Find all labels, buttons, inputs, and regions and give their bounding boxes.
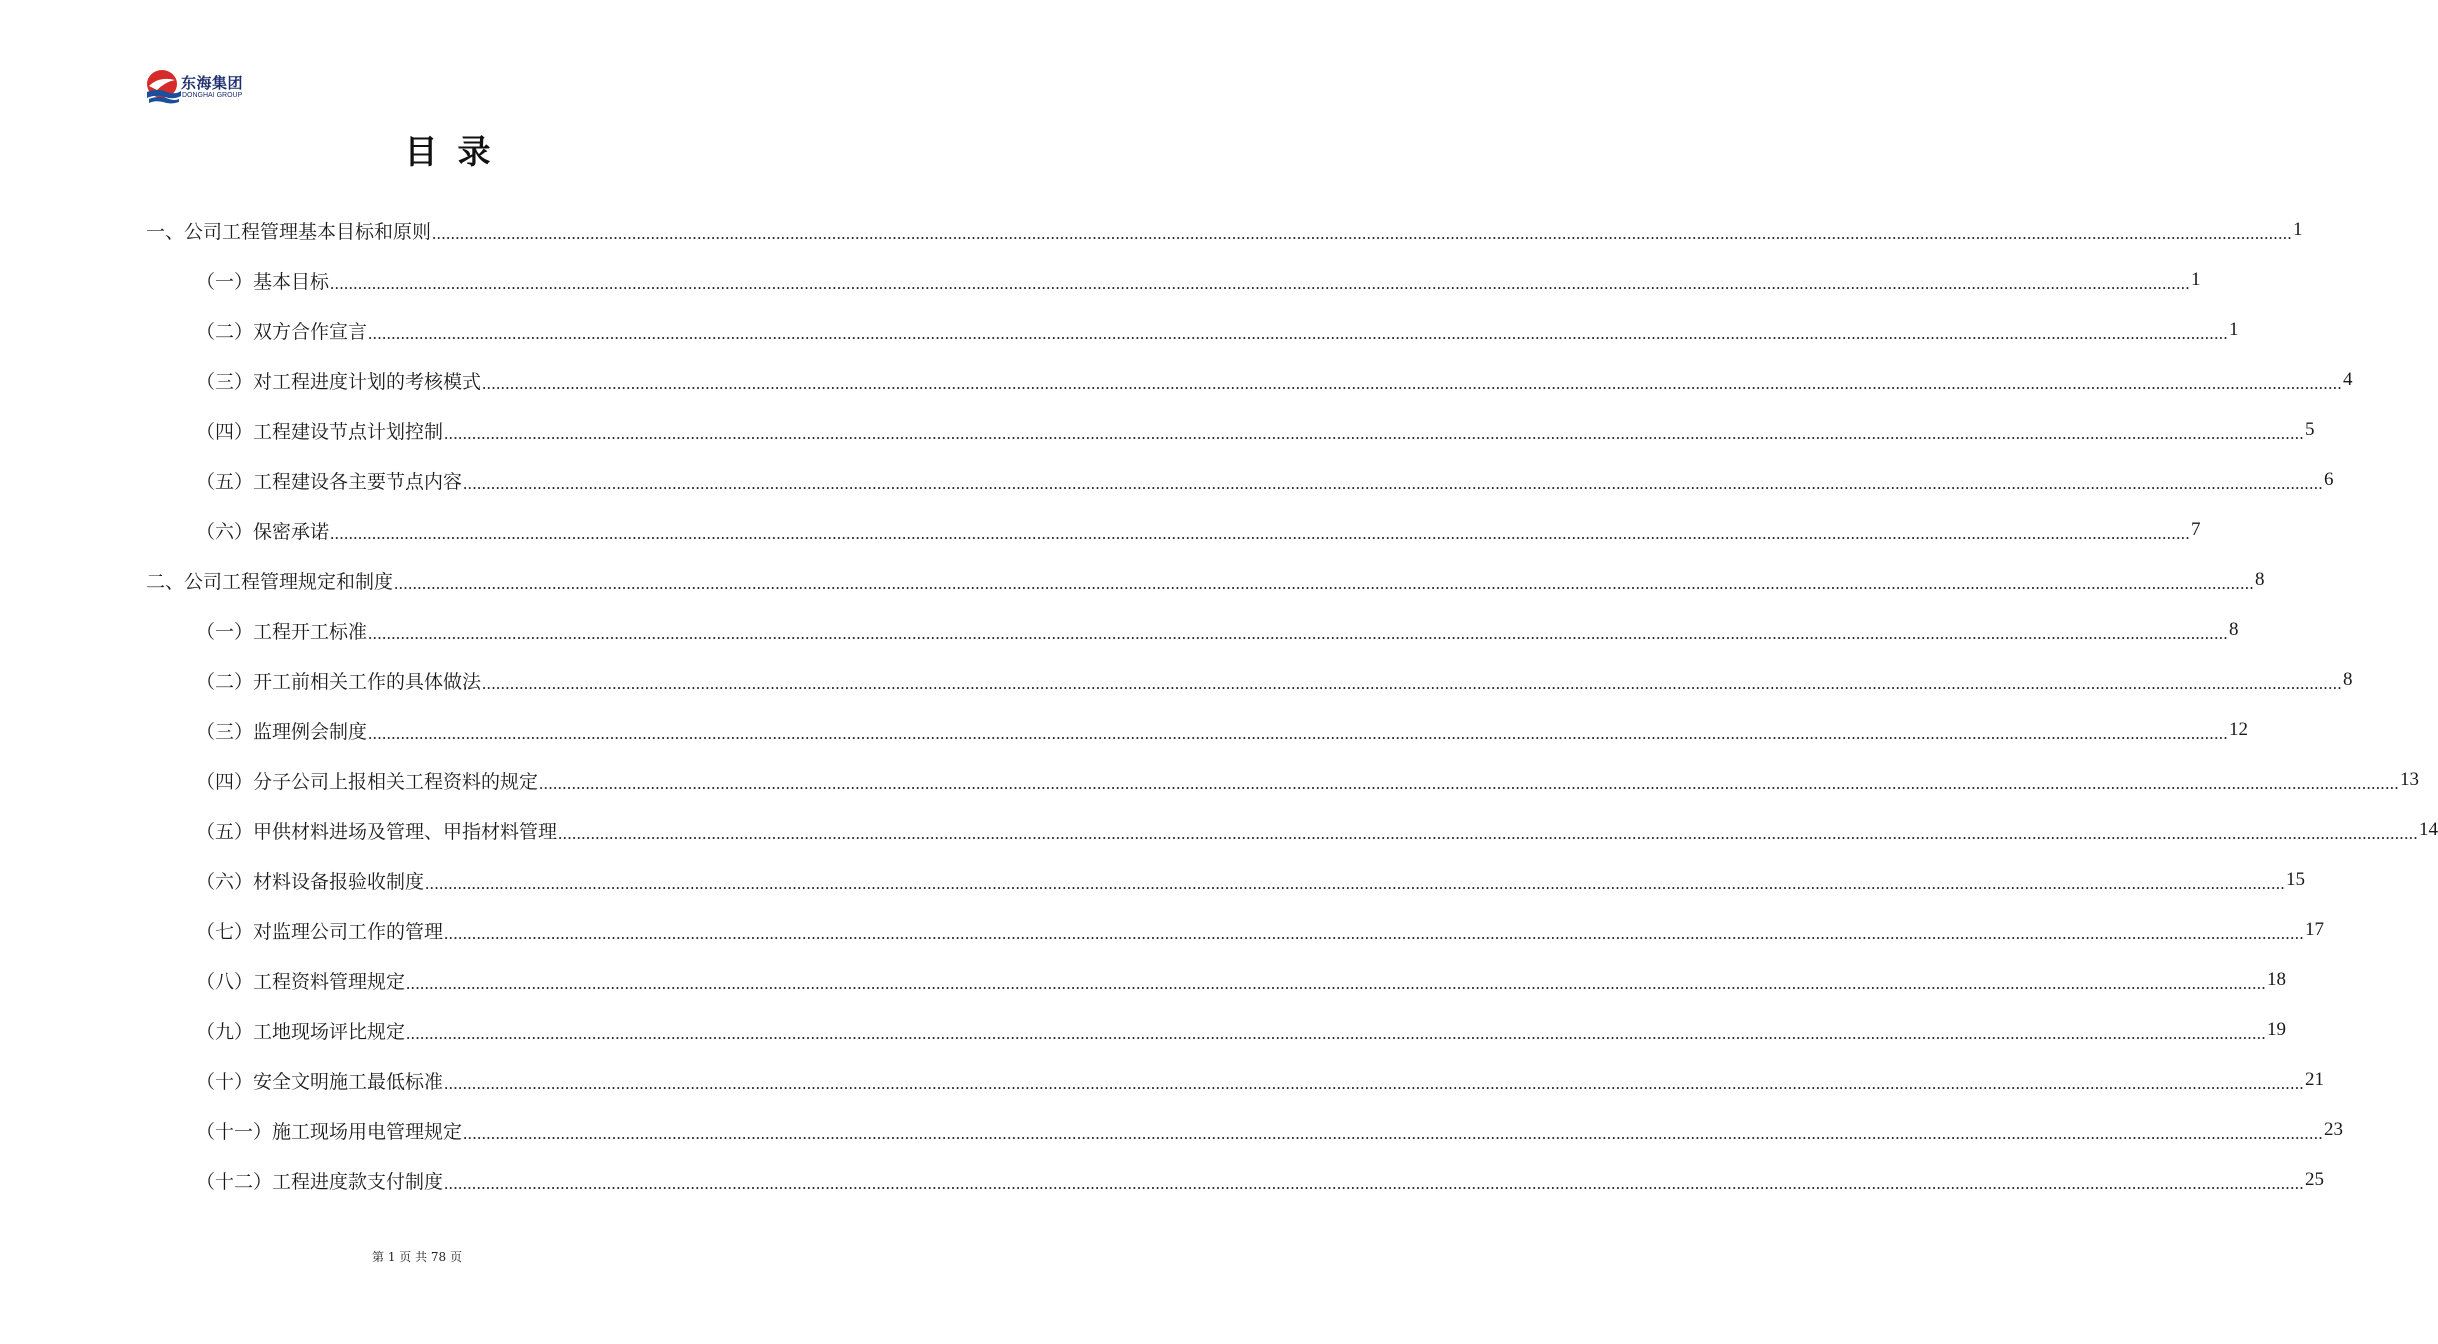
toc-dot-leader: ................................................................................................................................................................................................................................................................................................................................................................................................................ — [432, 223, 2293, 243]
toc-entry[interactable] — [146, 905, 2325, 955]
toc-entry-page-number: 1 — [2229, 319, 2239, 340]
toc-entry-page-number: 12 — [2229, 719, 2249, 740]
toc-entry[interactable] — [146, 605, 2239, 655]
toc-dot-leader: ................................................................................................................................................................................................................................................................................................................................................................................................................ — [368, 323, 2229, 343]
toc-entry-label: （三）对工程进度计划的考核模式 — [196, 370, 482, 393]
toc-entry-label: （三）监理例会制度 — [196, 720, 368, 743]
toc-entry-label: （一）基本目标 — [196, 270, 330, 293]
logo-chinese-name: 东海集团 — [181, 74, 244, 92]
toc-entry-page-number: 8 — [2255, 569, 2265, 590]
toc-entry-page-number: 18 — [2267, 969, 2287, 990]
toc-dot-leader: ................................................................................................................................................................................................................................................................................................................................................................................................................ — [330, 273, 2191, 293]
toc-entry[interactable] — [146, 1155, 2325, 1205]
toc-entry[interactable] — [146, 205, 2303, 255]
toc-entry[interactable] — [146, 1055, 2325, 1105]
toc-entry-page-number: 6 — [2324, 469, 2334, 490]
toc-entry-label: （十二）工程进度款支付制度 — [196, 1170, 444, 1193]
toc-dot-leader: ................................................................................................................................................................................................................................................................................................................................................................................................................ — [482, 673, 2343, 693]
table-of-contents — [146, 205, 2438, 1205]
toc-entry-page-number: 8 — [2229, 619, 2239, 640]
toc-dot-leader: ................................................................................................................................................................................................................................................................................................................................................................................................................ — [463, 1123, 2324, 1143]
toc-dot-leader: ................................................................................................................................................................................................................................................................................................................................................................................................................ — [463, 473, 2324, 493]
toc-dot-leader: ................................................................................................................................................................................................................................................................................................................................................................................................................ — [406, 1023, 2267, 1043]
toc-entry-label: （一）工程开工标准 — [196, 620, 368, 643]
toc-entry[interactable] — [146, 955, 2287, 1005]
toc-entry[interactable] — [146, 705, 2249, 755]
toc-dot-leader: ................................................................................................................................................................................................................................................................................................................................................................................................................ — [539, 773, 2400, 793]
toc-dot-leader: ................................................................................................................................................................................................................................................................................................................................................................................................................ — [444, 1073, 2305, 1093]
company-logo — [145, 66, 255, 108]
toc-entry-label: 一、公司工程管理基本目标和原则 — [146, 220, 432, 243]
toc-entry-label: （十一）施工现场用电管理规定 — [196, 1120, 463, 1143]
toc-dot-leader: ................................................................................................................................................................................................................................................................................................................................................................................................................ — [444, 923, 2305, 943]
page-title: 目录 — [404, 132, 511, 171]
toc-entry[interactable] — [146, 755, 2420, 805]
toc-entry-label: （二）双方合作宣言 — [196, 320, 368, 343]
toc-entry-page-number: 4 — [2343, 369, 2353, 390]
page-footer: 第 1 页 共 78 页 — [372, 1250, 462, 1264]
toc-entry[interactable] — [146, 855, 2306, 905]
toc-entry-label: （四）工程建设节点计划控制 — [196, 420, 444, 443]
toc-entry[interactable] — [146, 355, 2353, 405]
toc-entry-page-number: 7 — [2191, 519, 2201, 540]
toc-entry-label: （二）开工前相关工作的具体做法 — [196, 670, 482, 693]
toc-entry-page-number: 8 — [2343, 669, 2353, 690]
toc-dot-leader: ................................................................................................................................................................................................................................................................................................................................................................................................................ — [444, 423, 2305, 443]
toc-entry[interactable] — [146, 455, 2334, 505]
toc-entry[interactable] — [146, 1105, 2344, 1155]
toc-entry-page-number: 15 — [2286, 869, 2306, 890]
toc-entry-page-number: 1 — [2293, 219, 2303, 240]
donghai-logo-icon — [145, 66, 181, 106]
toc-entry-page-number: 14 — [2419, 819, 2438, 840]
toc-entry-page-number: 17 — [2305, 919, 2325, 940]
logo-english-name: DONGHAI GROUP — [182, 92, 243, 99]
toc-entry[interactable] — [146, 255, 2201, 305]
toc-entry-page-number: 13 — [2400, 769, 2420, 790]
toc-entry-page-number: 21 — [2305, 1069, 2325, 1090]
toc-entry-page-number: 5 — [2305, 419, 2315, 440]
toc-entry[interactable] — [146, 305, 2239, 355]
toc-dot-leader: ................................................................................................................................................................................................................................................................................................................................................................................................................ — [368, 623, 2229, 643]
toc-entry-label: 二、公司工程管理规定和制度 — [146, 570, 394, 593]
toc-entry[interactable] — [146, 1005, 2287, 1055]
toc-entry[interactable] — [146, 805, 2438, 855]
toc-entry-page-number: 23 — [2324, 1119, 2344, 1140]
toc-dot-leader: ................................................................................................................................................................................................................................................................................................................................................................................................................ — [394, 573, 2255, 593]
toc-entry[interactable] — [146, 555, 2265, 605]
toc-dot-leader: ................................................................................................................................................................................................................................................................................................................................................................................................................ — [425, 873, 2286, 893]
toc-dot-leader: ................................................................................................................................................................................................................................................................................................................................................................................................................ — [330, 523, 2191, 543]
toc-entry-page-number: 1 — [2191, 269, 2201, 290]
toc-dot-leader: ................................................................................................................................................................................................................................................................................................................................................................................................................ — [368, 723, 2229, 743]
toc-entry-label: （九）工地现场评比规定 — [196, 1020, 406, 1043]
toc-dot-leader: ................................................................................................................................................................................................................................................................................................................................................................................................................ — [406, 973, 2267, 993]
toc-entry-label: （十）安全文明施工最低标准 — [196, 1070, 444, 1093]
toc-entry-page-number: 19 — [2267, 1019, 2287, 1040]
toc-entry[interactable] — [146, 655, 2353, 705]
toc-entry-label: （四）分子公司上报相关工程资料的规定 — [196, 770, 539, 793]
toc-entry[interactable] — [146, 405, 2315, 455]
toc-entry-page-number: 25 — [2305, 1169, 2325, 1190]
toc-entry-label: （六）保密承诺 — [196, 520, 330, 543]
toc-entry-label: （五）工程建设各主要节点内容 — [196, 470, 463, 493]
toc-entry-label: （五）甲供材料进场及管理、甲指材料管理 — [196, 820, 558, 843]
toc-dot-leader: ................................................................................................................................................................................................................................................................................................................................................................................................................ — [444, 1173, 2305, 1193]
toc-entry-label: （六）材料设备报验收制度 — [196, 870, 425, 893]
toc-entry-label: （七）对监理公司工作的管理 — [196, 920, 444, 943]
toc-dot-leader: ................................................................................................................................................................................................................................................................................................................................................................................................................ — [482, 373, 2343, 393]
toc-dot-leader: ................................................................................................................................................................................................................................................................................................................................................................................................................ — [558, 823, 2419, 843]
toc-entry-label: （八）工程资料管理规定 — [196, 970, 406, 993]
toc-entry[interactable] — [146, 505, 2201, 555]
